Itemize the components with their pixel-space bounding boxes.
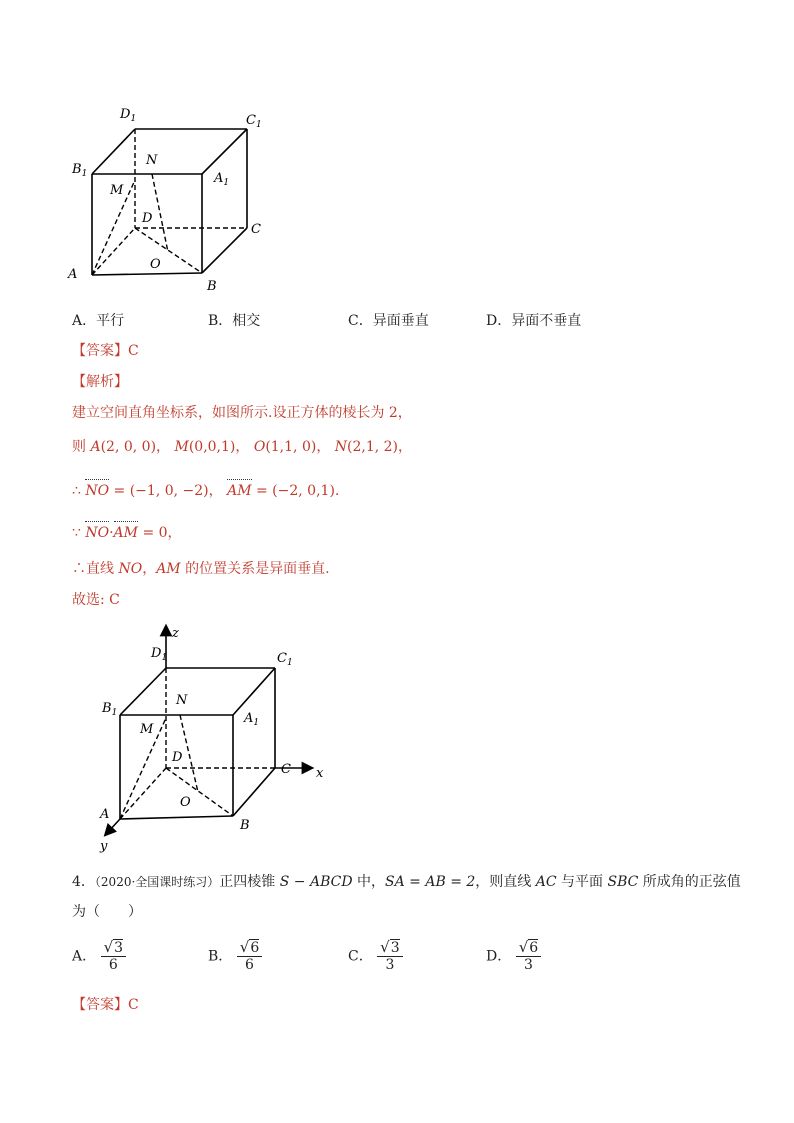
q3-option-c[interactable]: C．异面垂直 xyxy=(348,313,429,329)
fig1-label-D: D xyxy=(142,211,153,226)
q3-option-d[interactable]: D．异面不垂直 xyxy=(486,313,582,329)
fig2-label-D: D xyxy=(172,750,183,765)
q4-option-d-fraction: $\frac{√6}{3}$ xyxy=(516,938,541,973)
fig1-label-N: N xyxy=(146,153,158,168)
q3-line-4: ∵ NO·AM = 0， xyxy=(72,525,182,541)
q4-option-d[interactable]: D． $\frac{√6}{3}$ xyxy=(486,938,541,973)
q3-option-a[interactable]: A．平行 xyxy=(72,313,125,329)
q3-line-1: 建立空间直角坐标系，如图所示.设正方体的棱长为 2， xyxy=(72,405,412,421)
cube-figure-2 xyxy=(88,622,348,854)
fig2-label-A: A xyxy=(100,807,110,822)
fig2-label-N: N xyxy=(176,693,188,708)
fig1-label-B1: $B_1$ xyxy=(72,162,88,179)
q4-option-b-fraction: $\frac{√6}{6}$ xyxy=(237,938,262,973)
fig1-label-B: B xyxy=(207,279,217,294)
q3-line-6: 故选: C xyxy=(72,592,120,608)
q4-stem-line-1: 4．（2020·全国课时练习）正四棱锥 S − ABCD 中，SA = AB = 2，则直线 AC 与平面 SBC 所成角的正弦值 xyxy=(72,874,741,890)
fig2-label-D1: $D_1$ xyxy=(151,646,168,663)
q3-line-3: ∴ NO = (−1, 0, −2)， AM = (−2, 0,1). xyxy=(72,483,340,499)
fig1-label-O: O xyxy=(150,257,161,272)
fig2-label-O: O xyxy=(180,795,191,810)
q4-stem-line-2: 为（ ） xyxy=(72,904,142,920)
fig2-label-B: B xyxy=(240,818,250,833)
q4-option-a[interactable]: A． $\frac{√3}{6}$ xyxy=(72,938,126,973)
fig2-label-C1: $C_1$ xyxy=(277,651,293,668)
q3-answer: 【答案】C xyxy=(72,343,139,359)
fig1-label-C1: $C_1$ xyxy=(246,113,262,130)
fig1-label-A1: $A_1$ xyxy=(214,171,230,188)
q4-option-c-fraction: $\frac{√3}{3}$ xyxy=(377,938,402,973)
q3-option-b[interactable]: B．相交 xyxy=(208,313,261,329)
q3-line-5: ∴直线 NO，AM 的位置关系是异面垂直. xyxy=(72,561,330,577)
q4-option-a-fraction: $\frac{√3}{6}$ xyxy=(101,938,126,973)
fig2-label-A1: $A_1$ xyxy=(244,711,260,728)
fig1-label-A: A xyxy=(68,267,78,282)
fig2-label-M: M xyxy=(140,722,154,737)
cube-figure-1 xyxy=(60,100,280,300)
q3-line-2: 则 A(2, 0, 0)， M(0,0,1)， O(1,1, 0)， N(2,1, 2)， xyxy=(72,439,413,455)
fig2-label-y: y xyxy=(100,839,108,854)
q4-answer: 【答案】C xyxy=(72,997,139,1013)
fig1-label-D1: $D_1$ xyxy=(120,107,137,124)
fig1-label-M: M xyxy=(110,183,124,198)
fig2-label-B1: $B_1$ xyxy=(102,701,118,718)
q3-analysis-label: 【解析】 xyxy=(72,374,128,390)
q4-option-c[interactable]: C． $\frac{√3}{3}$ xyxy=(348,938,403,973)
fig1-label-C: C xyxy=(251,222,261,237)
fig2-label-C: C xyxy=(281,762,291,777)
fig2-label-x: x xyxy=(316,766,324,781)
q4-option-b[interactable]: B． $\frac{√6}{6}$ xyxy=(208,938,262,973)
fig2-label-z: z xyxy=(172,626,179,641)
